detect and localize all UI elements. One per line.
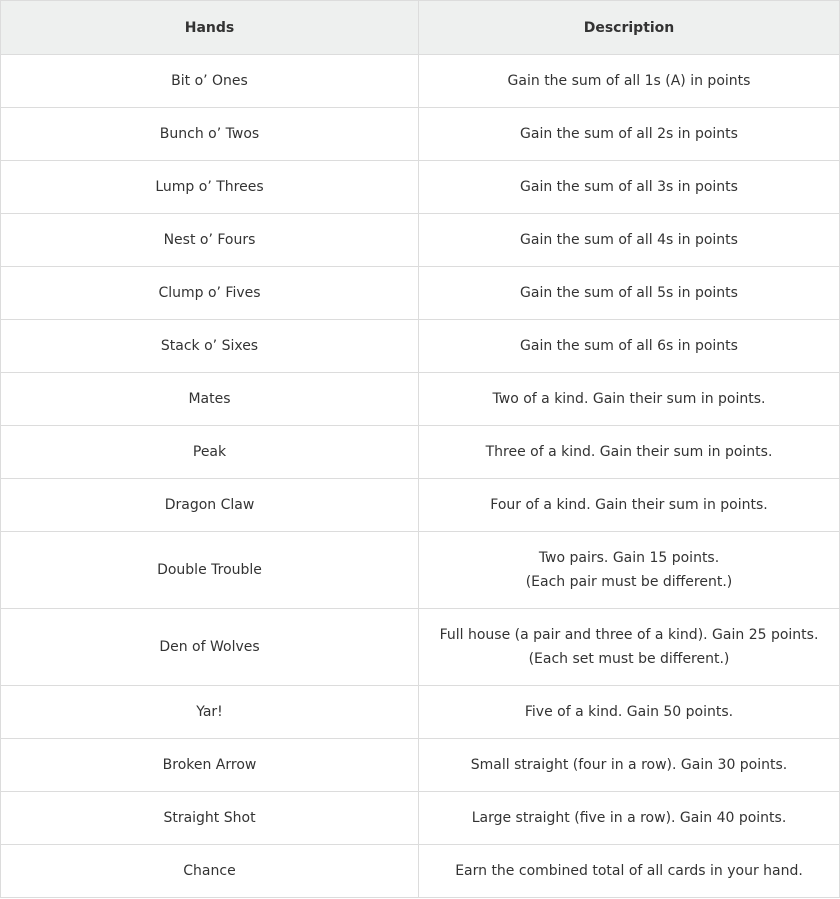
table-row xyxy=(1,267,840,320)
description-line: Gain the sum of all 4s in points xyxy=(520,232,738,248)
hand-name-cell: Chance xyxy=(1,845,419,898)
table-row xyxy=(1,792,840,845)
description-note: (Each set must be different.) xyxy=(528,651,730,667)
description-cell xyxy=(419,320,840,373)
description-line: Gain the sum of all 6s in points xyxy=(520,338,738,354)
description-cell xyxy=(419,108,840,161)
table-row xyxy=(1,320,840,373)
description-note: (Each pair must be different.) xyxy=(525,574,733,590)
description-line: Five of a kind. Gain 50 points. xyxy=(524,704,734,720)
description-line: Gain the sum of all 5s in points xyxy=(520,285,738,301)
table-row xyxy=(1,161,840,214)
table-row xyxy=(1,55,840,108)
hand-name-cell: Stack o’ Sixes xyxy=(1,320,419,373)
description-line: Gain the sum of all 3s in points xyxy=(520,179,738,195)
description-line: Earn the combined total of all cards in your hand. xyxy=(455,863,803,879)
hand-name-cell: Yar! xyxy=(1,686,419,739)
description-line: Large straight (five in a row). Gain 40 points. xyxy=(471,810,787,826)
table-row xyxy=(1,686,840,739)
description-cell xyxy=(419,55,840,108)
table-row xyxy=(1,373,840,426)
header-hands: Hands xyxy=(1,1,419,55)
description-cell xyxy=(419,214,840,267)
description-line: Two pairs. Gain 15 points. xyxy=(538,550,720,566)
hand-name-cell: Den of Wolves xyxy=(1,609,419,686)
hand-name-cell: Broken Arrow xyxy=(1,739,419,792)
description-line: Small straight (four in a row). Gain 30 points. xyxy=(470,757,788,773)
table-row xyxy=(1,739,840,792)
description-cell xyxy=(419,792,840,845)
table-row xyxy=(1,609,840,686)
hand-name-cell: Clump o’ Fives xyxy=(1,267,419,320)
description-cell xyxy=(419,609,840,686)
description-cell xyxy=(419,845,840,898)
table-header-row xyxy=(1,1,840,55)
description-cell xyxy=(419,739,840,792)
hand-name-cell: Bit o’ Ones xyxy=(1,55,419,108)
table-row xyxy=(1,532,840,609)
table-row xyxy=(1,426,840,479)
description-line: Gain the sum of all 1s (A) in points xyxy=(507,73,751,89)
table-row xyxy=(1,108,840,161)
table-row xyxy=(1,214,840,267)
hand-name-cell: Mates xyxy=(1,373,419,426)
description-line: Two of a kind. Gain their sum in points. xyxy=(492,391,766,407)
hand-name-cell: Double Trouble xyxy=(1,532,419,609)
description-cell xyxy=(419,426,840,479)
hand-name-cell: Bunch o’ Twos xyxy=(1,108,419,161)
description-cell xyxy=(419,479,840,532)
table-row xyxy=(1,845,840,898)
hand-name-cell: Nest o’ Fours xyxy=(1,214,419,267)
description-cell xyxy=(419,532,840,609)
hand-name-cell: Straight Shot xyxy=(1,792,419,845)
description-line: Three of a kind. Gain their sum in points. xyxy=(485,444,773,460)
description-cell xyxy=(419,267,840,320)
hand-name-cell: Peak xyxy=(1,426,419,479)
description-cell xyxy=(419,161,840,214)
description-cell xyxy=(419,373,840,426)
description-cell xyxy=(419,686,840,739)
table-row xyxy=(1,479,840,532)
header-description: Description xyxy=(419,1,840,55)
description-line: Full house (a pair and three of a kind). Gain 25 points. xyxy=(439,627,819,643)
description-line: Four of a kind. Gain their sum in points. xyxy=(490,497,768,513)
description-line: Gain the sum of all 2s in points xyxy=(520,126,738,142)
hand-name-cell: Dragon Claw xyxy=(1,479,419,532)
hand-name-cell: Lump o’ Threes xyxy=(1,161,419,214)
